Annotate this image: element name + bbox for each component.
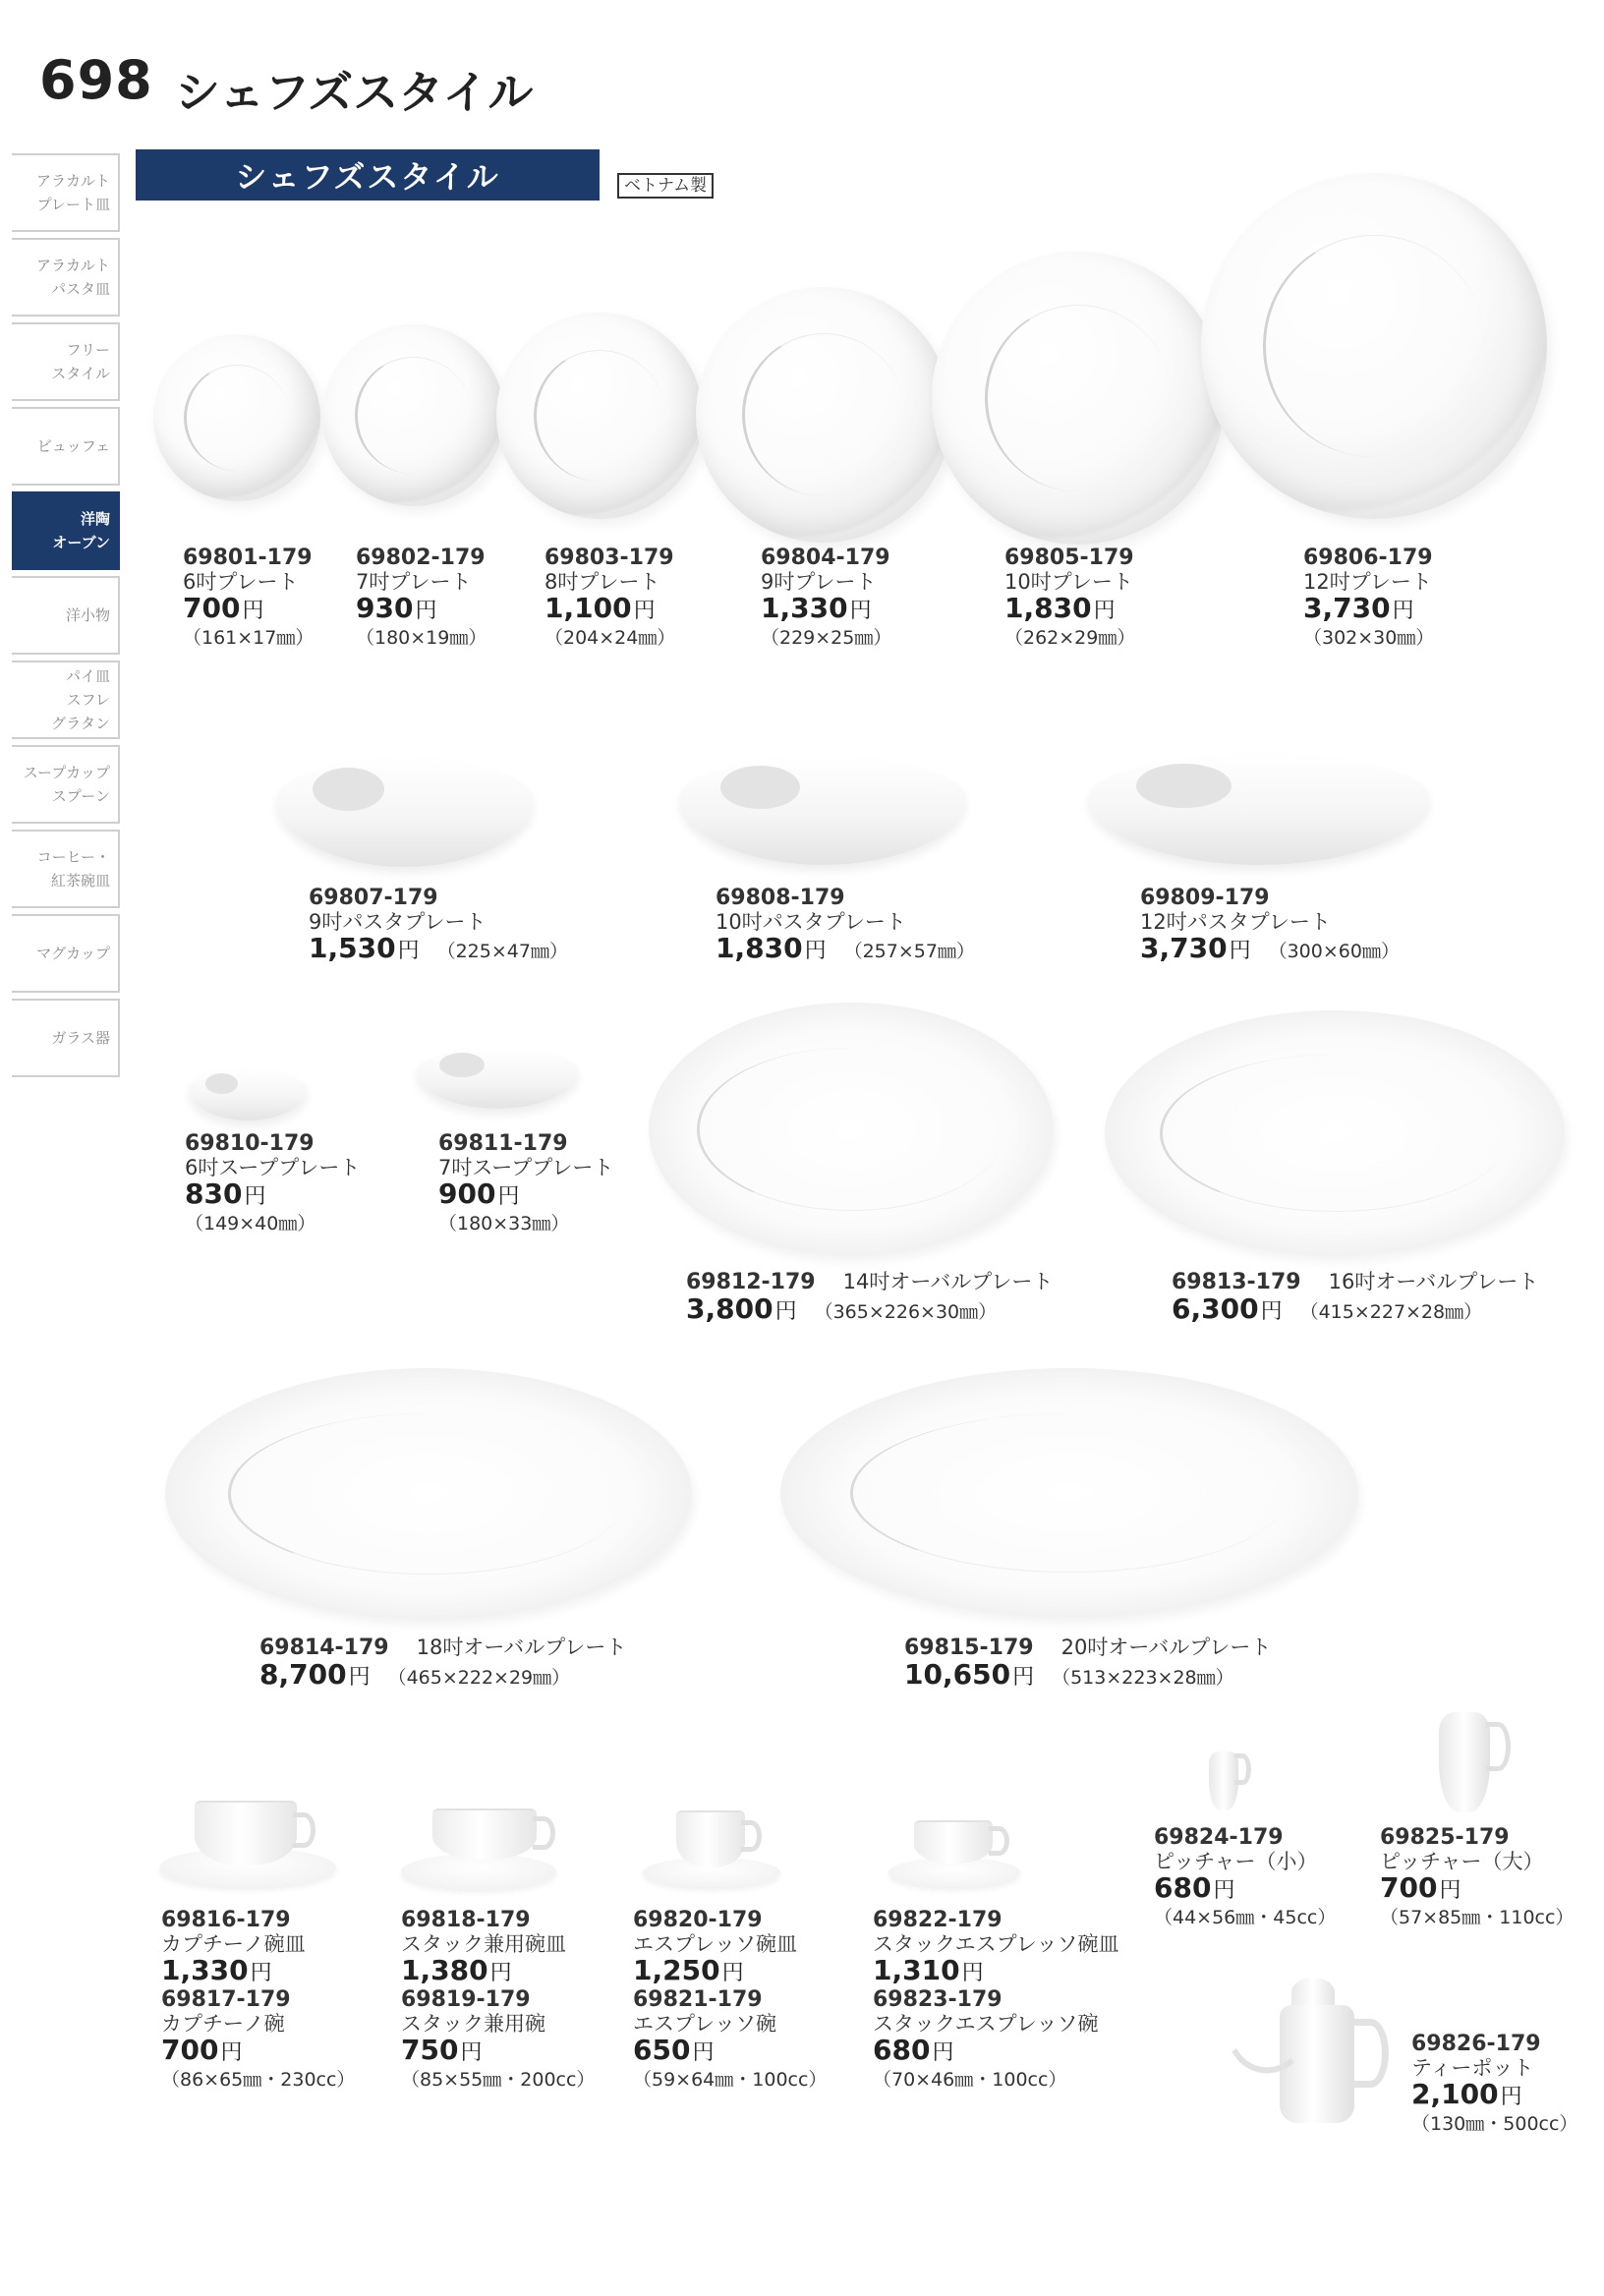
product-code: 69817-179	[161, 1987, 291, 2012]
product-dimensions: （225×47㎜）	[436, 941, 568, 962]
sidebar-item-label: アラカルト プレート皿	[35, 172, 110, 213]
product-name: スタックエスプレッソ碗	[873, 2012, 1099, 2036]
product-code: 69821-179	[633, 1987, 763, 2012]
sidebar-item-label: 洋小物	[65, 606, 110, 624]
product-code: 69808-179	[716, 886, 845, 910]
oval-plate-18in-image	[165, 1368, 692, 1620]
sidebar-item-western-ceramics[interactable]	[12, 491, 120, 570]
plate-7in-image	[322, 324, 504, 506]
product-69808	[716, 887, 975, 966]
product-name: カプチーノ碗皿	[161, 1932, 306, 1956]
product-name: エスプレッソ碗皿	[633, 1932, 797, 1956]
product-code: 69804-179	[761, 545, 890, 570]
product-price: 680円	[873, 2034, 954, 2066]
soup-plate-7in-image	[417, 1048, 578, 1109]
product-dimensions: （130㎜・500cc）	[1411, 2113, 1578, 2135]
product-price: 700円	[161, 2034, 243, 2066]
product-price: 930円	[356, 592, 437, 624]
sidebar-item-label: スープカップ スプーン	[23, 764, 110, 805]
product-price: 3,800円	[686, 1292, 797, 1325]
product-price: 680円	[1154, 1871, 1235, 1904]
product-dimensions: （229×25㎜）	[761, 627, 892, 649]
sidebar-item-mug[interactable]	[12, 914, 120, 993]
product-name: エスプレッソ碗	[633, 2012, 776, 2036]
plate-10in-image	[932, 252, 1225, 545]
product-69815	[904, 1636, 1271, 1693]
product-name: 9吋プレート	[761, 570, 877, 594]
sidebar-item-label: フリー スタイル	[51, 341, 110, 382]
series-banner-text: シェフズスタイル	[235, 158, 500, 196]
product-price: 1,830円	[1004, 592, 1116, 624]
product-dimensions: （57×85㎜・110cc）	[1380, 1907, 1575, 1928]
product-code: 69813-179	[1172, 1270, 1301, 1294]
product-code: 69825-179	[1380, 1825, 1510, 1850]
product-69825	[1380, 1826, 1574, 1929]
product-69801	[183, 546, 314, 650]
product-code: 69824-179	[1154, 1825, 1284, 1850]
soup-plate-6in-image	[189, 1069, 307, 1120]
product-name: 14吋オーバルプレート	[842, 1270, 1054, 1293]
product-name: 16吋オーバルプレート	[1328, 1270, 1539, 1293]
product-69820-69821	[633, 1909, 827, 2092]
series-banner	[136, 149, 600, 201]
sidebar-item-coffee-tea-cups[interactable]	[12, 830, 120, 908]
page-title: シェフズスタイル	[175, 66, 534, 119]
product-code: 69801-179	[183, 545, 313, 570]
product-name: 10吋パスタプレート	[716, 910, 906, 934]
product-code: 69815-179	[904, 1636, 1034, 1660]
product-name: 12吋パスタプレート	[1140, 910, 1331, 934]
product-code: 69803-179	[544, 545, 674, 570]
product-dimensions: （161×17㎜）	[183, 627, 315, 649]
product-name: ピッチャー（小）	[1154, 1850, 1318, 1873]
product-code: 69816-179	[161, 1908, 291, 1932]
product-69802	[356, 546, 487, 650]
product-name: ピッチャー（大）	[1380, 1850, 1544, 1873]
sidebar-item-pie-souffle-gratin[interactable]	[12, 660, 120, 739]
product-69812	[686, 1270, 1053, 1327]
pasta-plate-12in-image	[1089, 755, 1429, 865]
product-dimensions: （262×29㎜）	[1004, 627, 1136, 649]
product-name: ティーポット	[1411, 2056, 1534, 2080]
product-69806	[1303, 546, 1434, 650]
product-69818-69819	[401, 1909, 595, 2092]
plate-12in-image	[1201, 173, 1547, 519]
product-price: 900円	[438, 1177, 520, 1210]
product-name: 6吋プレート	[183, 570, 299, 594]
product-price: 1,310円	[873, 1954, 984, 1986]
sidebar-item-label: ガラス器	[51, 1029, 110, 1047]
product-code: 69823-179	[873, 1987, 1002, 2012]
product-dimensions: （415×227×28㎜）	[1299, 1301, 1483, 1323]
pasta-plate-9in-image	[277, 759, 533, 867]
product-name: 18吋オーバルプレート	[416, 1636, 627, 1659]
product-code: 69811-179	[438, 1131, 568, 1156]
sidebar-item-label: マグカップ	[36, 945, 110, 962]
product-dimensions: （180×19㎜）	[356, 627, 487, 649]
product-name: 7吋スーププレート	[438, 1156, 614, 1179]
product-dimensions: （70×46㎜・100cc）	[873, 2069, 1067, 2091]
product-name: カプチーノ碗	[161, 2012, 285, 2036]
product-price: 10,650円	[904, 1658, 1035, 1691]
product-code: 69812-179	[686, 1270, 816, 1294]
origin-badge: ベトナム製	[617, 173, 714, 199]
page-number: 698	[39, 49, 153, 111]
product-name: スタック兼用碗	[401, 2012, 545, 2036]
product-code: 69818-179	[401, 1908, 531, 1932]
product-name: 6吋スーププレート	[185, 1156, 361, 1179]
product-69809	[1140, 887, 1400, 966]
product-69814	[259, 1636, 626, 1693]
product-69824	[1154, 1826, 1336, 1929]
product-price: 650円	[633, 2034, 715, 2066]
product-code: 69819-179	[401, 1987, 531, 2012]
sidebar-item-glassware[interactable]	[12, 999, 120, 1077]
sidebar-item-a-la-carte-plate[interactable]	[12, 153, 120, 232]
product-price: 2,100円	[1411, 2078, 1522, 2110]
product-code: 69810-179	[185, 1131, 315, 1156]
product-price: 8,700円	[259, 1658, 371, 1691]
product-name: スタック兼用碗皿	[401, 1932, 566, 1956]
product-price: 750円	[401, 2034, 483, 2066]
product-69826	[1411, 2033, 1577, 2136]
product-dimensions: （86×65㎜・230cc）	[161, 2069, 356, 2091]
product-price: 830円	[185, 1177, 266, 1210]
sidebar-item-label: アラカルト パスタ皿	[35, 257, 110, 298]
product-code: 69802-179	[356, 545, 486, 570]
sidebar-item-label: 洋陶 オーブン	[52, 510, 110, 551]
sidebar-item-soup-cup-spoon[interactable]	[12, 745, 120, 824]
plate-6in-image	[153, 334, 320, 501]
product-code: 69822-179	[873, 1908, 1002, 1932]
product-price: 3,730円	[1140, 932, 1251, 964]
product-dimensions: （204×24㎜）	[544, 627, 676, 649]
product-69811	[438, 1132, 613, 1235]
product-69803	[544, 546, 675, 650]
product-price: 700円	[183, 592, 264, 624]
product-code: 69807-179	[309, 886, 438, 910]
product-69813	[1172, 1270, 1538, 1327]
product-dimensions: （149×40㎜）	[185, 1213, 316, 1234]
sidebar-item-label: ビュッフェ	[36, 437, 110, 455]
product-dimensions: （513×223×28㎜）	[1052, 1667, 1234, 1689]
product-dimensions: （180×33㎜）	[438, 1213, 570, 1234]
product-code: 69820-179	[633, 1908, 763, 1932]
product-price: 1,830円	[716, 932, 827, 964]
product-dimensions: （85×55㎜・200cc）	[401, 2069, 596, 2091]
product-code: 69809-179	[1140, 886, 1270, 910]
product-dimensions: （257×57㎜）	[843, 941, 975, 962]
product-name: スタックエスプレッソ碗皿	[873, 1932, 1119, 1956]
product-price: 1,330円	[761, 592, 872, 624]
sidebar-item-western-small[interactable]	[12, 576, 120, 655]
product-name: 7吋プレート	[356, 570, 472, 594]
product-dimensions: （59×64㎜・100cc）	[633, 2069, 828, 2091]
pasta-plate-10in-image	[680, 757, 965, 865]
product-69804	[761, 546, 891, 650]
product-69822-69823	[873, 1909, 1119, 2092]
sidebar-item-label: パイ皿 スフレ グラタン	[51, 667, 110, 732]
product-price: 6,300円	[1172, 1292, 1283, 1325]
product-dimensions: （365×226×30㎜）	[814, 1301, 998, 1323]
product-69810	[185, 1132, 360, 1235]
plate-9in-image	[696, 287, 951, 543]
product-69805	[1004, 546, 1135, 650]
product-price: 1,250円	[633, 1954, 744, 1986]
product-69816-69817	[161, 1909, 355, 2092]
oval-plate-16in-image	[1105, 1010, 1565, 1256]
sidebar-item-a-la-carte-pasta[interactable]	[12, 238, 120, 316]
product-code: 69814-179	[259, 1636, 389, 1660]
product-dimensions: （300×60㎜）	[1268, 941, 1400, 962]
product-price: 1,330円	[161, 1954, 272, 1986]
product-name: 8吋プレート	[544, 570, 660, 594]
product-69807	[309, 887, 568, 966]
oval-plate-14in-image	[649, 1003, 1054, 1256]
product-price: 1,380円	[401, 1954, 512, 1986]
oval-plate-20in-image	[780, 1368, 1358, 1618]
product-price: 1,530円	[309, 932, 420, 964]
product-price: 3,730円	[1303, 592, 1414, 624]
product-code: 69806-179	[1303, 545, 1433, 570]
product-code: 69805-179	[1004, 545, 1134, 570]
product-name: 10吋プレート	[1004, 570, 1133, 594]
product-dimensions: （44×56㎜・45cc）	[1154, 1907, 1337, 1928]
plate-8in-image	[496, 313, 703, 519]
product-price: 1,100円	[544, 592, 656, 624]
sidebar-item-label: コーヒー・ 紅茶碗皿	[36, 848, 110, 890]
product-name: 12吋プレート	[1303, 570, 1432, 594]
sidebar-item-buffet[interactable]	[12, 407, 120, 486]
product-name: 9吋パスタプレート	[309, 910, 487, 934]
product-dimensions: （465×222×29㎜）	[387, 1667, 571, 1689]
sidebar-item-free-style[interactable]	[12, 322, 120, 401]
product-code: 69826-179	[1411, 2032, 1541, 2056]
product-dimensions: （302×30㎜）	[1303, 627, 1435, 649]
product-price: 700円	[1380, 1871, 1461, 1904]
product-name: 20吋オーバルプレート	[1060, 1636, 1272, 1659]
